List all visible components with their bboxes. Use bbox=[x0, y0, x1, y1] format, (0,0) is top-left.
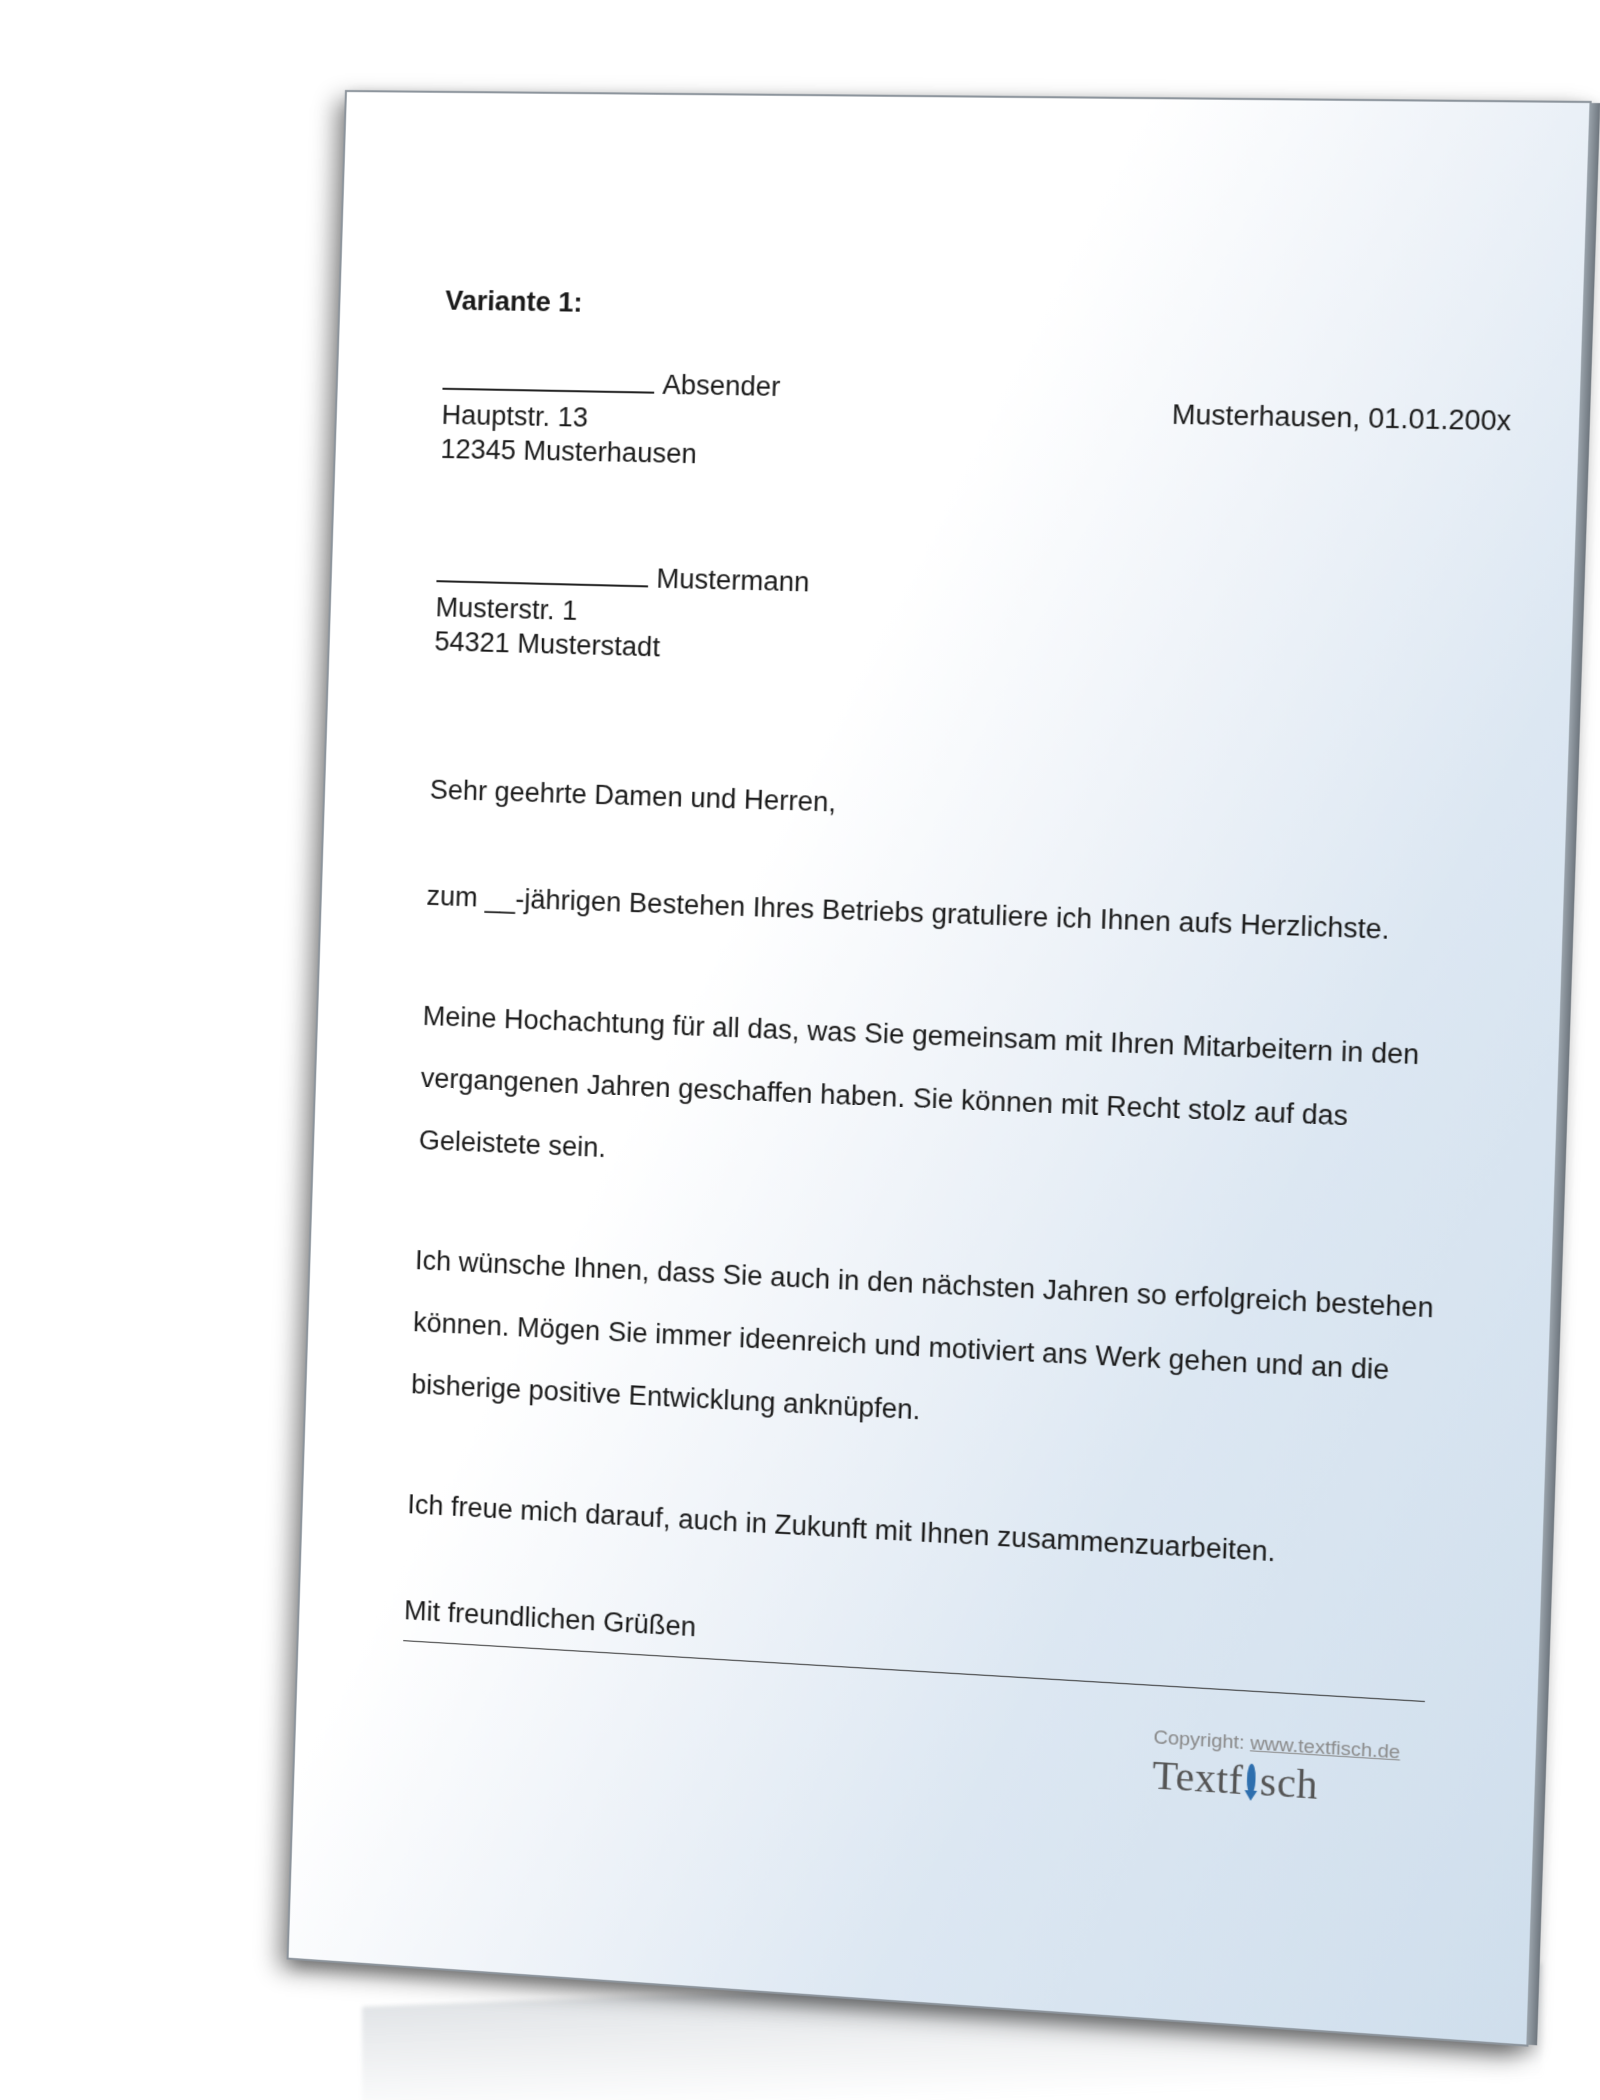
sender-name-blank bbox=[442, 364, 655, 394]
paragraph-respect: Meine Hochachtung für all das, was Sie gemeinsam mit Ihren Mitarbeitern in den vergangenen Jahren geschaffen haben. Sie können mit Recht stolz auf das Geleistete sein. bbox=[418, 1000, 1420, 1164]
logo-text-start: Textf bbox=[1151, 1751, 1244, 1804]
sender-city: 12345 Musterhausen bbox=[440, 433, 698, 470]
textfisch-logo bbox=[1151, 1751, 1319, 1809]
sender-name-label: Absender bbox=[662, 369, 781, 403]
document-sheet bbox=[287, 90, 1592, 2047]
sender-street: Hauptstr. 13 bbox=[441, 399, 589, 433]
closing: Mit freundlichen Grüßen bbox=[403, 1595, 697, 1643]
variant-heading: Variante 1: bbox=[444, 285, 584, 318]
salutation: Sehr geehrte Damen und Herren, bbox=[429, 774, 837, 818]
recipient-street: Musterstr. 1 bbox=[435, 592, 578, 626]
paragraph-wishes: Ich wünsche Ihnen, dass Sie auch in den nächsten Jahren so erfolgreich bestehen können. Mögen Sie immer ideenreich und motiviert ans Werk gehen und an die bisherige positive Entwicklung anknüpfen. bbox=[410, 1245, 1435, 1426]
sheet-edge bbox=[1526, 103, 1600, 2045]
letter-content bbox=[403, 283, 1512, 1809]
recipient-name-blank bbox=[436, 556, 648, 587]
recipient-name-label: Mustermann bbox=[655, 563, 811, 598]
paragraph-cooperation: Ich freue mich darauf, auch in Zukunft mit Ihnen zusammenzuarbeiten. bbox=[407, 1489, 1276, 1568]
recipient-city: 54321 Musterstadt bbox=[434, 626, 661, 663]
copyright-label: Copyright: bbox=[1153, 1726, 1245, 1755]
copyright-link[interactable]: www.textfisch.de bbox=[1249, 1732, 1401, 1764]
fish-icon bbox=[1245, 1757, 1259, 1801]
recipient-block bbox=[434, 556, 810, 668]
letter-body bbox=[402, 773, 1454, 1748]
date-line: Musterhausen, 01.01.200x bbox=[1171, 399, 1512, 437]
paragraph-congratulation: zum __-jährigen Bestehen Ihres Betriebs gratuliere ich Ihnen aufs Herzlichste. bbox=[426, 880, 1391, 946]
logo-text-end: sch bbox=[1259, 1758, 1319, 1809]
sender-block bbox=[440, 364, 781, 473]
